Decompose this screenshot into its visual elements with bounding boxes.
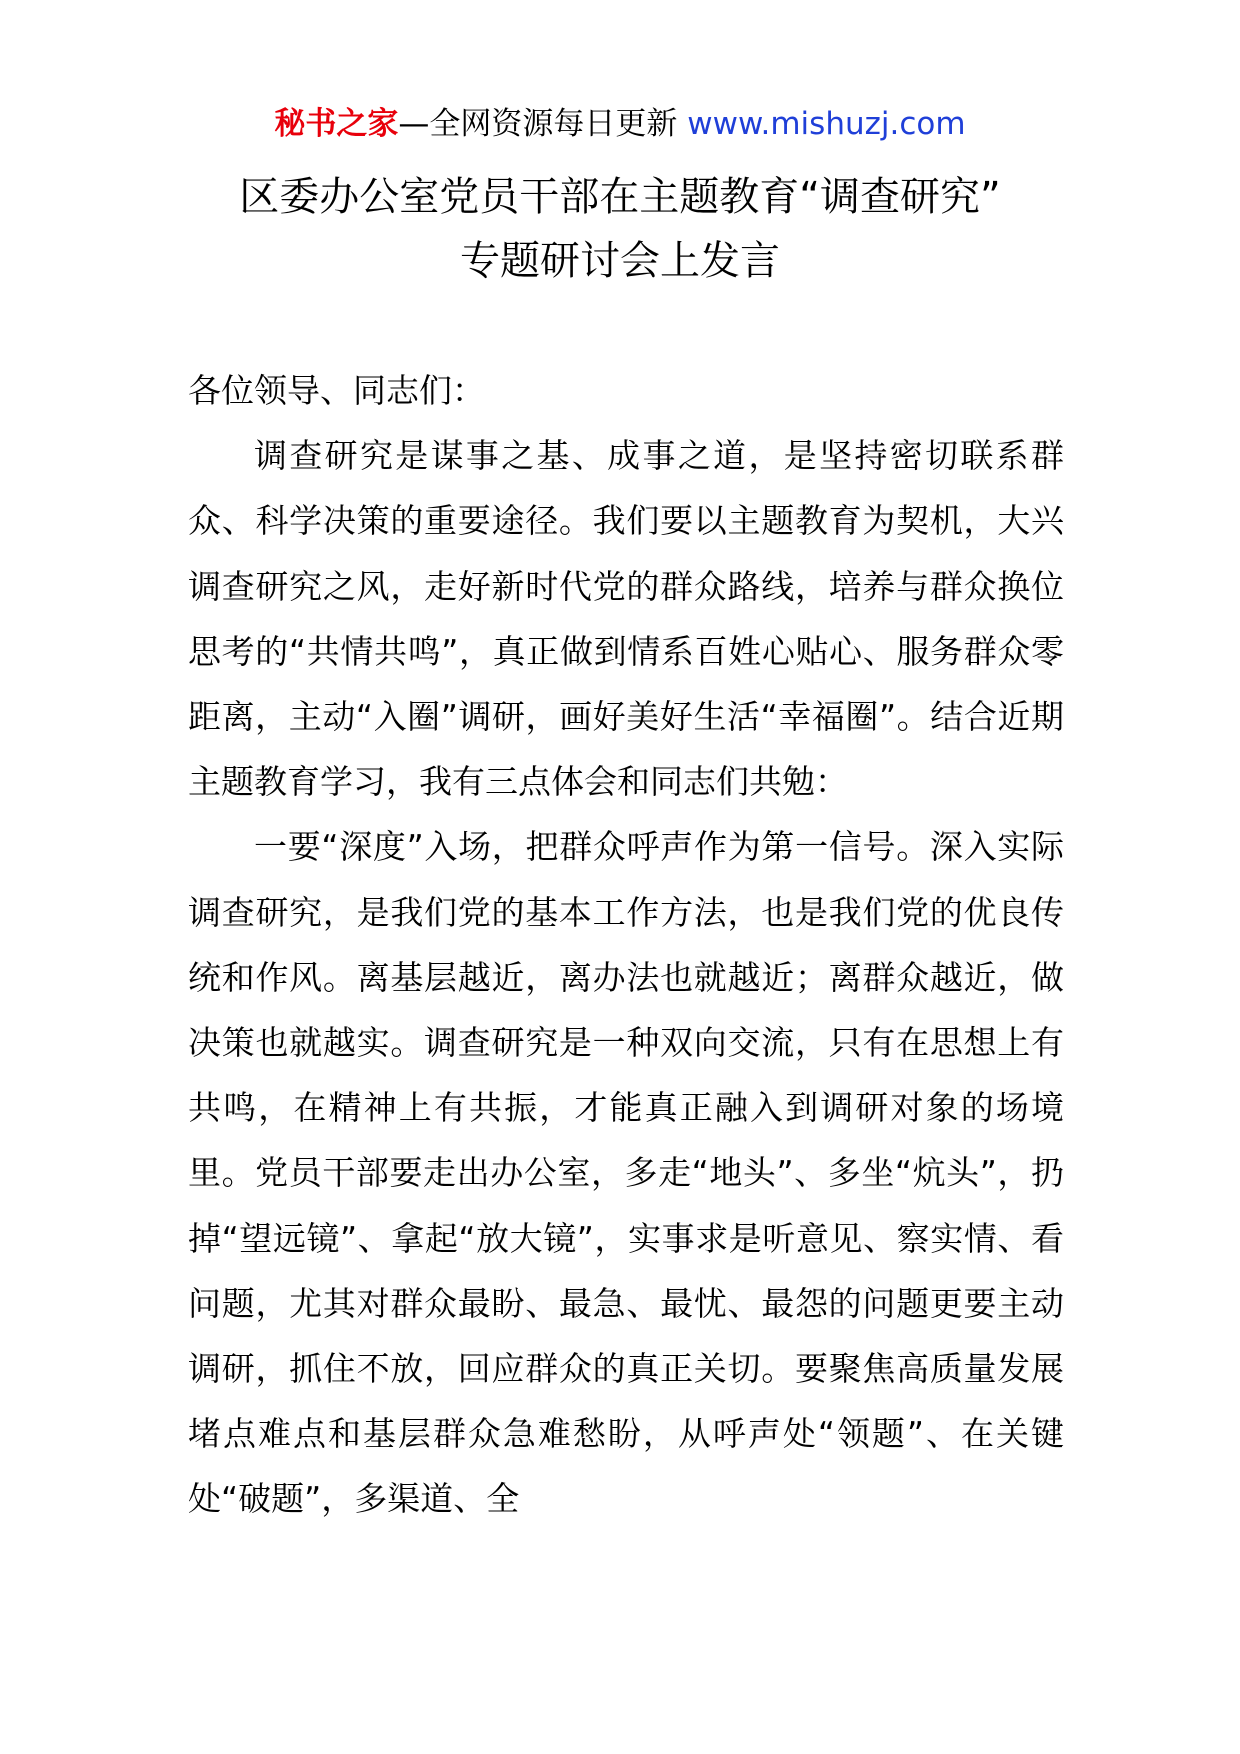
document-body: [188, 358, 1064, 1532]
title-line-2: 专题研讨会上发言: [460, 238, 780, 284]
salutation: 各位领导、同志们：: [188, 371, 485, 410]
site-brand: 秘书之家: [274, 106, 399, 142]
site-header: [0, 100, 1240, 148]
document-title: [0, 165, 1240, 293]
paragraph-intro: 调查研究是谋事之基、成事之道，是坚持密切联系群众、科学决策的重要途径。我们要以主题教育为契机，大兴调查研究之风，走好新时代党的群众路线，培养与群众换位思考的“共情共鸣”，真正做到情系百姓心贴心、服务群众零距离，主动“入圈”调研，画好美好生活“幸福圈”。结合近期主题教育学习，我有三点体会和同志们共勉：: [188, 436, 1064, 802]
site-tagline: —全网资源每日更新: [398, 106, 688, 142]
site-url-link[interactable]: www.mishuzj.com: [687, 106, 966, 142]
title-line-1: 区委办公室党员干部在主题教育“调查研究”: [239, 174, 1001, 220]
paragraph-point-one: 一要“深度”入场，把群众呼声作为第一信号。深入实际调查研究，是我们党的基本工作方法，也是我们党的优良传统和作风。离基层越近，离办法也就越近；离群众越近，做决策也就越实。调查研究是一种双向交流，只有在思想上有共鸣，在精神上有共振，才能真正融入到调研对象的场境里。党员干部要走出办公室，多走“地头”、多坐“炕头”，扔掉“望远镜”、拿起“放大镜”，实事求是听意见、察实情、看问题，尤其对群众最盼、最急、最忧、最怨的问题更要主动调研，抓住不放，回应群众的真正关切。要聚焦高质量发展堵点难点和基层群众急难愁盼，从呼声处“领题”、在关键处“破题”，多渠道、全: [188, 827, 1064, 1519]
